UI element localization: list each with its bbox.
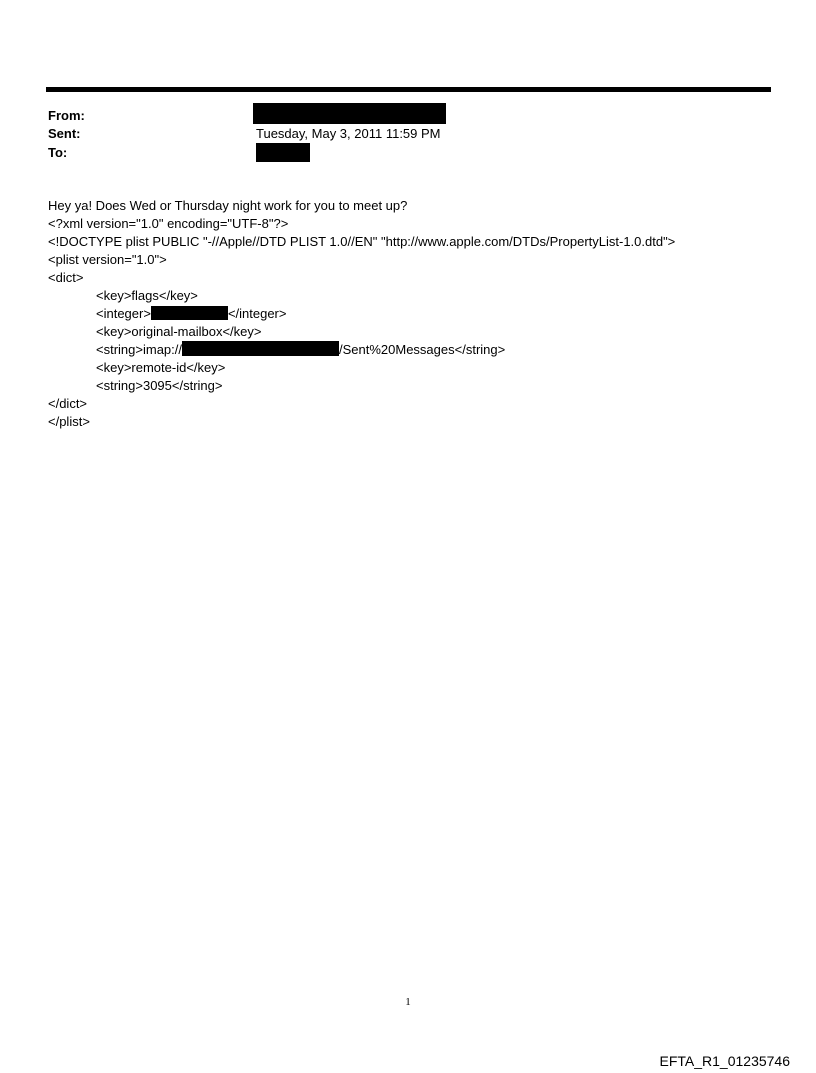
dict-close: </dict> [48,396,88,411]
key-original-mailbox: <key>original-mailbox</key> [96,324,262,339]
key-remote-id: <key>remote-id</key> [96,360,226,375]
integer-line [96,305,286,323]
message-text: Hey ya! Does Wed or Thursday night work for you to meet up? [48,198,408,213]
integer-open: <integer> [96,306,151,321]
header-rule [46,87,771,92]
string-remote-id: <string>3095</string> [96,378,223,393]
from-redaction [253,103,446,124]
string-imap-open: <string>imap:// [96,342,182,357]
string-imap-close: /Sent%20Messages</string> [339,342,506,357]
xml-declaration: <?xml version="1.0" encoding="UTF-8"?> [48,216,289,231]
integer-redaction [151,306,228,320]
page-number: 1 [405,996,411,1008]
integer-close: </integer> [227,306,287,321]
string-imap-line [96,341,505,359]
to-redaction [256,143,310,162]
key-flags: <key>flags</key> [96,288,198,303]
to-label: To: [48,145,68,160]
plist-close: </plist> [48,414,90,429]
imap-redaction [182,341,339,356]
from-label: From: [48,108,85,123]
sent-label: Sent: [48,126,81,141]
sent-value: Tuesday, May 3, 2011 11:59 PM [256,126,441,141]
document-id: EFTA_R1_01235746 [659,1053,790,1069]
plist-open: <plist version="1.0"> [48,252,167,267]
dict-open: <dict> [48,270,84,285]
doctype-line: <!DOCTYPE plist PUBLIC "-//Apple//DTD PLIST 1.0//EN" "http://www.apple.com/DTDs/PropertyList-1.0.dtd"> [48,234,676,249]
